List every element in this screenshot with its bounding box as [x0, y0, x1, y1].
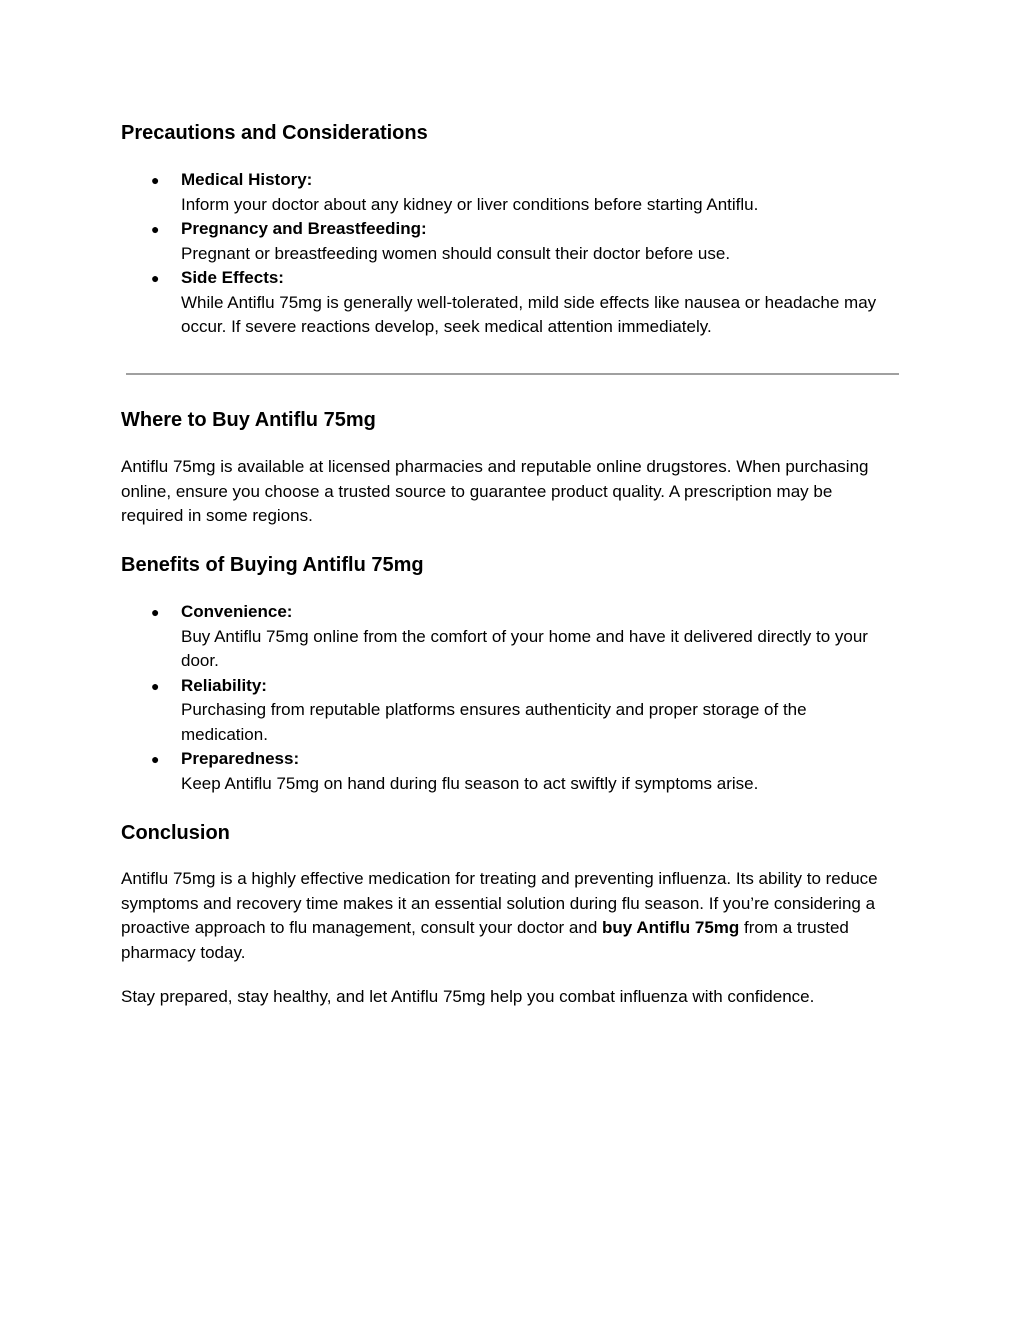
item-description: Keep Antiflu 75mg on hand during flu season to act swiftly if symptoms arise.	[181, 773, 759, 793]
closing-text: Stay prepared, stay healthy, and let Antiflu 75mg help you combat influenza with confidence.	[121, 987, 815, 1006]
section-divider	[126, 373, 899, 375]
item-description: Purchasing from reputable platforms ensures authenticity and proper storage of the medication.	[181, 700, 807, 744]
where-to-buy-heading: Where to Buy Antiflu 75mg	[121, 409, 376, 431]
item-title: Side Effects:	[181, 268, 284, 287]
conclusion-heading: Conclusion	[121, 822, 230, 844]
bullet-icon: ●	[151, 604, 160, 620]
item-description: Inform your doctor about any kidney or liver conditions before starting Antiflu.	[181, 194, 759, 214]
bullet-icon: ●	[151, 172, 160, 188]
where-to-buy-text: Antiflu 75mg is available at licensed pharmacies and reputable online drugstores. When purchasing online, ensure you choose a trusted source to guarantee product quality. A prescription may be required in some regions.	[121, 457, 869, 525]
bullet-icon: ●	[151, 677, 160, 694]
item-description: While Antiflu 75mg is generally well-tolerated, mild side effects like nausea or headache may occur. If severe reactions develop, seek medical attention immediately.	[181, 292, 877, 336]
bullet-icon: ●	[151, 270, 160, 286]
item-title: Reliability:	[181, 675, 267, 695]
item-title: Convenience:	[181, 602, 293, 621]
buy-antiflu-emphasis: buy Antiflu 75mg	[602, 918, 740, 937]
benefits-heading: Benefits of Buying Antiflu 75mg	[121, 554, 424, 576]
bullet-icon: ●	[151, 221, 160, 237]
conclusion-text	[121, 867, 896, 965]
item-description: Buy Antiflu 75mg online from the comfort of your home and have it delivered directly to your door.	[181, 626, 868, 670]
conclusion-text-end: from a trusted pharmacy today.	[121, 918, 849, 962]
item-description: Pregnant or breastfeeding women should consult their doctor before use.	[181, 243, 731, 263]
precautions-heading: Precautions and Considerations	[121, 122, 428, 144]
list-item	[121, 266, 901, 340]
precautions-list	[121, 168, 901, 340]
list-item	[121, 600, 901, 674]
benefits-list	[121, 600, 901, 796]
item-title: Pregnancy and Breastfeeding:	[181, 219, 427, 238]
bullet-icon: ●	[151, 751, 160, 767]
list-item	[121, 747, 901, 796]
conclusion-text-start: Antiflu 75mg is a highly effective medication for treating and preventing influenza. Its ability to reduce symptoms and recovery time makes it an essential solution during flu season. If you’re considering a proactive approach to flu management, consult your doctor and	[121, 869, 878, 937]
list-item	[121, 674, 901, 748]
list-item	[121, 217, 901, 266]
list-item	[121, 168, 901, 217]
item-title: Preparedness:	[181, 749, 300, 768]
item-title: Medical History:	[181, 170, 313, 189]
